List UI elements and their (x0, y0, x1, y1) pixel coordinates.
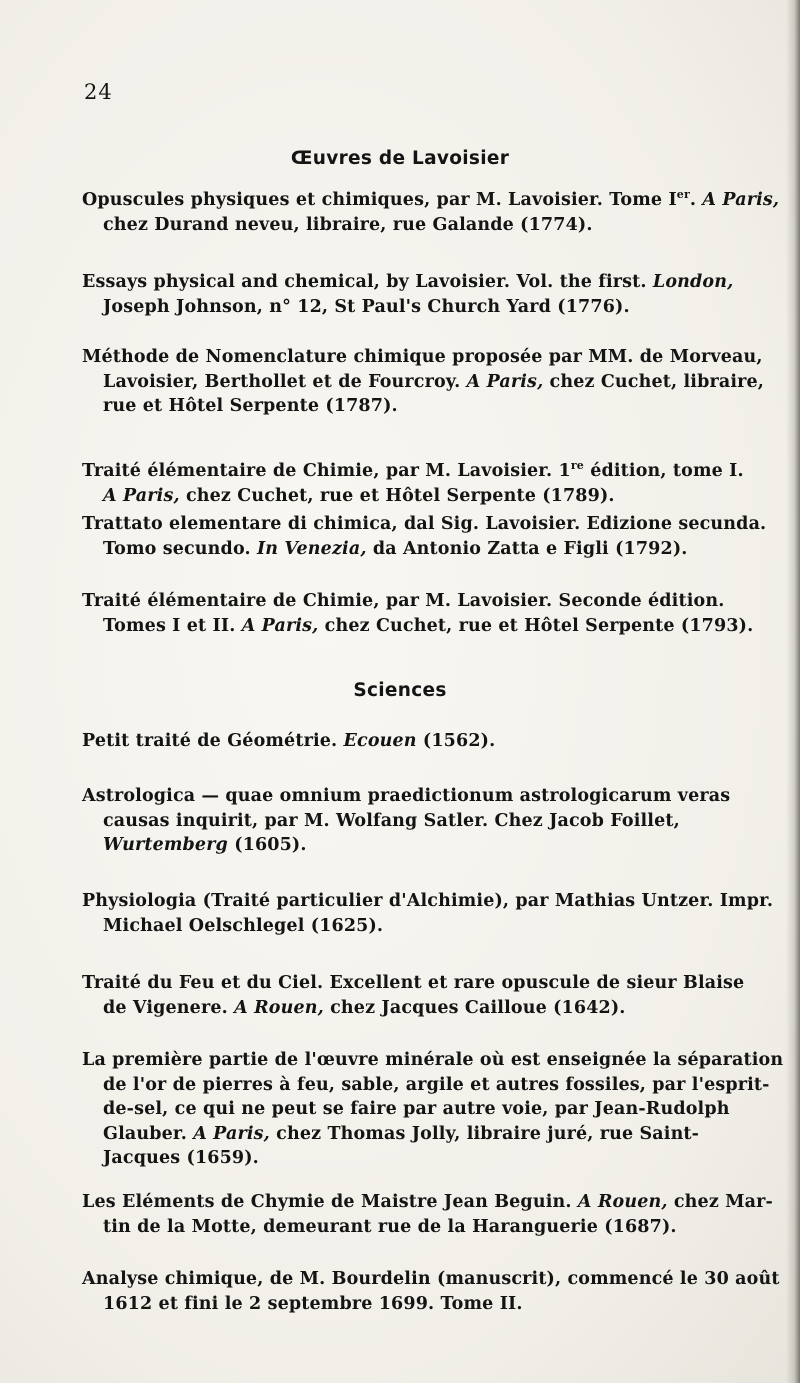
entry-line (82, 537, 792, 562)
italic-place: A Rouen, (577, 1192, 668, 1212)
italic-place: A Rouen, (234, 997, 324, 1018)
entry-line (82, 889, 792, 914)
text-segment: Glauber. (103, 1123, 194, 1144)
entry-line (82, 729, 792, 754)
text-segment: chez Jacques Cailloue (1642). (323, 997, 626, 1018)
bibliography-entry (82, 784, 792, 858)
text-segment: de l'or de pierres à feu, sable, argile et autres fossiles, par l'esprit- (103, 1074, 770, 1095)
text-segment: Tomes I et II. (103, 615, 242, 636)
text-segment: Trattato elementare di chimica, dal Sig. Lavoisier. Edizione secunda. (82, 514, 767, 534)
section-heading-sciences: Sciences (353, 680, 447, 701)
entry-line (82, 784, 792, 809)
text-segment: rue et Hôtel Serpente (1787). (103, 396, 398, 416)
bibliography-entry (82, 183, 792, 237)
text-segment: chez Thomas Jolly, libraire juré, rue Saint- (269, 1123, 700, 1144)
text-segment: Joseph Johnson, n° 12, St Paul's Church Yard (1776). (103, 296, 630, 317)
text-segment: Essays physical and chemical, by Lavoisier. Vol. the first. (82, 272, 653, 292)
text-segment: (1562). (416, 731, 496, 751)
bibliography-entry (82, 589, 792, 638)
text-segment: da Antonio Zatta e Figli (1792). (366, 538, 688, 559)
text-segment: Michael Oelschlegel (1625). (103, 915, 384, 936)
text-segment: édition, tome I. (583, 461, 744, 481)
italic-place: A Paris, (241, 615, 319, 636)
entry-line (82, 183, 792, 213)
bibliography-entry (82, 512, 792, 561)
italic-place: Wurtemberg (103, 835, 228, 855)
text-segment: Opuscules physiques et chimiques, par M. Lavoisier. Tome I (82, 190, 677, 210)
entry-line (82, 345, 792, 370)
entry-line (82, 1122, 792, 1147)
entry-line (82, 914, 792, 939)
entry-line (82, 1190, 792, 1215)
italic-place: A Paris, (193, 1123, 270, 1144)
entry-line (82, 589, 792, 614)
text-segment: Les Eléments de Chymie de Maistre Jean Beguin. (82, 1192, 578, 1212)
text-segment: Jacques (1659). (103, 1148, 259, 1168)
superscript: re (570, 459, 584, 472)
text-segment: de-sel, ce qui ne peut se faire par autre voie, par Jean-Rudolph (103, 1099, 730, 1119)
italic-place: Ecouen (343, 731, 417, 751)
italic-place: A Paris, (702, 190, 780, 210)
bibliography-entry (82, 1190, 792, 1239)
text-segment: Méthode de Nomenclature chimique proposée par MM. de Morveau, (82, 347, 763, 367)
text-segment: Traité du Feu et du Ciel. Excellent et rare opuscule de sieur Blaise (82, 973, 745, 993)
text-segment: (1605). (227, 835, 307, 855)
italic-place: A Paris, (103, 485, 180, 506)
text-segment: Tomo secundo. (103, 538, 257, 559)
entry-line (82, 833, 792, 858)
bibliography-entry (82, 971, 792, 1020)
text-segment: Petit traité de Géométrie. (82, 731, 344, 751)
entry-line (82, 295, 792, 320)
text-segment: tin de la Motte, demeurant rue de la Haranguerie (1687). (103, 1216, 677, 1237)
italic-place: London, (652, 272, 734, 292)
entry-line (82, 270, 792, 295)
text-segment: Analyse chimique, de M. Bourdelin (manuscrit), commencé le 30 août (82, 1269, 780, 1289)
entry-line (82, 1097, 792, 1122)
text-segment: chez Mar- (667, 1192, 773, 1212)
entry-line (82, 614, 792, 639)
entry-line (82, 1267, 792, 1292)
entry-line (82, 809, 792, 834)
bibliography-entry (82, 270, 792, 319)
text-segment: causas inquirit, par M. Wolfang Satler. Chez Jacob Foillet, (103, 810, 680, 831)
text-segment: Lavoisier, Berthollet et de Fourcroy. (103, 371, 467, 392)
text-segment: chez Durand neveu, libraire, rue Galande (1774). (103, 214, 593, 235)
entry-line (82, 996, 792, 1021)
superscript: er (676, 188, 690, 201)
entry-line (82, 454, 792, 484)
text-segment: Physiologia (Traité particulier d'Alchimie), par Mathias Untzer. Impr. (82, 891, 774, 911)
entry-line (82, 1146, 792, 1171)
entry-line (82, 512, 792, 537)
bibliography-entry (82, 1267, 792, 1316)
entry-line (82, 971, 792, 996)
bibliography-entry (82, 889, 792, 938)
text-segment: chez Cuchet, rue et Hôtel Serpente (1793). (318, 615, 754, 636)
italic-place: A Paris, (466, 371, 544, 392)
bibliography-entry (82, 454, 792, 508)
page-number: 24 (84, 80, 113, 104)
entry-line (82, 213, 792, 238)
text-segment: La première partie de l'œuvre minérale où est enseignée la séparation (82, 1050, 784, 1070)
bibliography-entry (82, 1048, 792, 1171)
text-segment: chez Cuchet, libraire, (543, 371, 765, 392)
entry-line (82, 1215, 792, 1240)
entry-line (82, 484, 792, 509)
text-segment: . (689, 190, 703, 210)
text-segment: 1612 et fini le 2 septembre 1699. Tome II. (103, 1293, 523, 1314)
entry-line (82, 1292, 792, 1317)
text-segment: Traité élémentaire de Chimie, par M. Lavoisier. Seconde édition. (82, 591, 725, 611)
entry-line (82, 1048, 792, 1073)
text-segment: Astrologica — quae omnium praedictionum astrologicarum veras (82, 786, 731, 806)
entry-line (82, 370, 792, 395)
italic-place: In Venezia, (256, 538, 367, 559)
bibliography-entry (82, 729, 792, 754)
entry-line (82, 1073, 792, 1098)
bibliography-entry (82, 345, 792, 419)
text-segment: Traité élémentaire de Chimie, par M. Lavoisier. 1 (82, 461, 571, 481)
section-heading-oeuvres: Œuvres de Lavoisier (290, 148, 510, 169)
text-segment: chez Cuchet, rue et Hôtel Serpente (1789). (179, 485, 615, 506)
text-segment: de Vigenere. (103, 997, 235, 1018)
entry-line (82, 394, 792, 419)
